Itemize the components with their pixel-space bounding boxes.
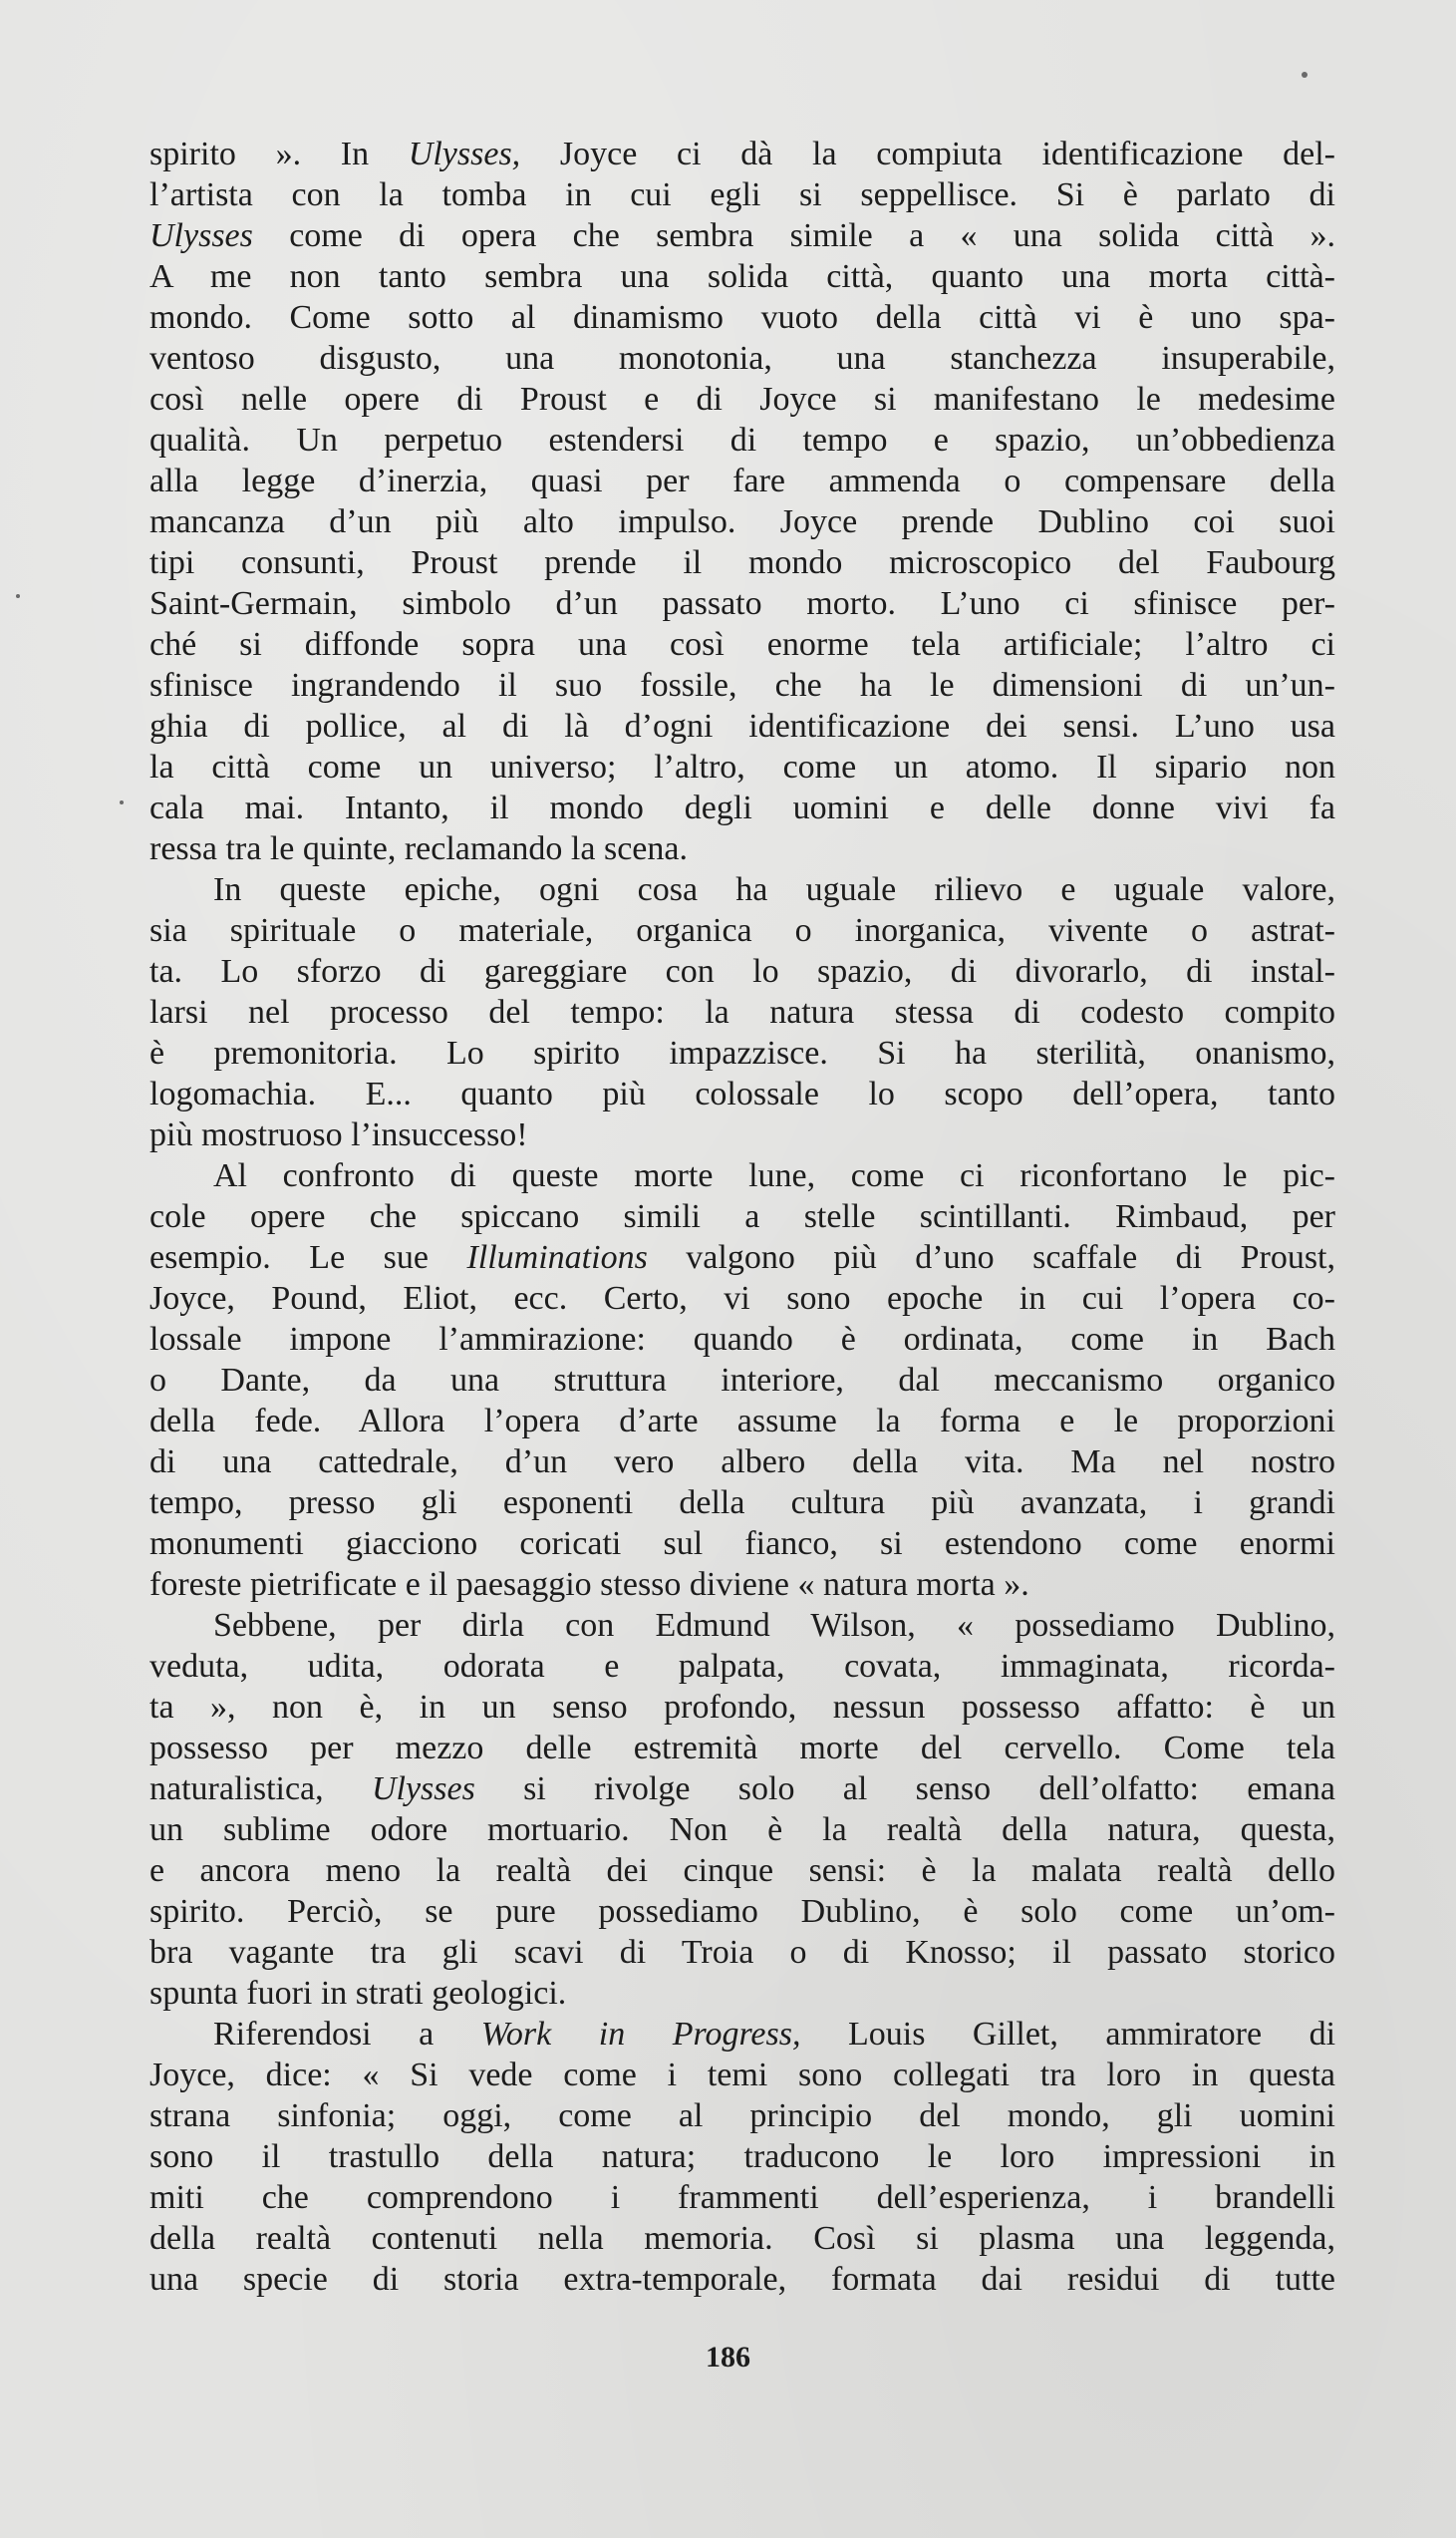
text-line xyxy=(149,706,1335,747)
text-run: cala mai. Intanto, il mondo degli uomini e delle donne vivi fa xyxy=(149,790,1335,826)
text-line xyxy=(149,2095,1335,2136)
text-line xyxy=(149,1687,1335,1728)
text-line xyxy=(149,134,1335,174)
text-run: tipi consunti, Proust prende il mondo microscopico del Faubourg xyxy=(149,544,1335,581)
text-run: si rivolge solo al senso dell’olfatto: emana xyxy=(474,1770,1335,1807)
text-run: spirito ». In xyxy=(149,136,409,172)
text-line xyxy=(149,624,1335,665)
text-run: tempo, presso gli esponenti della cultura più avanzata, i grandi xyxy=(149,1484,1335,1521)
text-line xyxy=(149,2136,1335,2177)
text-run: ressa tra le quinte, reclamando la scena. xyxy=(149,830,688,867)
text-run: Louis Gillet, ammiratore di xyxy=(800,2016,1336,2053)
text-line xyxy=(149,665,1335,706)
text-run: della realtà contenuti nella memoria. Così si plasma una leggenda, xyxy=(149,2220,1335,2257)
text-line xyxy=(149,1401,1335,1441)
text-run: logomachia. E... quanto più colossale lo scopo dell’opera, tanto xyxy=(149,1076,1335,1112)
ink-speck xyxy=(1302,72,1308,78)
text-line xyxy=(149,1360,1335,1401)
text-line xyxy=(149,2177,1335,2218)
text-run: la città come un universo; l’altro, come un atomo. Il sipario non xyxy=(149,749,1335,786)
text-line xyxy=(149,297,1335,338)
text-run: valgono più d’uno scaffale di Proust, xyxy=(647,1239,1335,1276)
text-line xyxy=(149,1768,1335,1809)
text-run: Saint-Germain, simbolo d’un passato morto. L’uno ci sfinisce per- xyxy=(149,585,1335,622)
text-run: In queste epiche, ogni cosa ha uguale rilievo e uguale valore, xyxy=(213,871,1335,908)
text-line xyxy=(149,1973,1335,2014)
text-run: esempio. Le sue xyxy=(149,1239,467,1276)
text-line xyxy=(149,992,1335,1033)
text-line xyxy=(149,1605,1335,1646)
text-run: spunta fuori in strati geologici. xyxy=(149,1975,567,2012)
text-line xyxy=(149,256,1335,297)
text-run: qualità. Un perpetuo estendersi di tempo e spazio, un’obbedienza xyxy=(149,422,1335,459)
text-line xyxy=(149,1482,1335,1523)
text-line xyxy=(149,1932,1335,1973)
text-run: lossale impone l’ammirazione: quando è ordinata, come in Bach xyxy=(149,1321,1335,1358)
text-run: ta », non è, in un senso profondo, nessun possesso affatto: è un xyxy=(149,1689,1335,1726)
text-line xyxy=(149,1441,1335,1482)
text-run: una specie di storia extra-temporale, formata dai residui di tutte xyxy=(149,2261,1335,2298)
italic-title: Work in Progress, xyxy=(480,2016,801,2053)
text-run: ventoso disgusto, una monotonia, una stanchezza insuperabile, xyxy=(149,340,1335,377)
text-run: sfinisce ingrandendo il suo fossile, che ha le dimensioni di un’un- xyxy=(149,667,1335,704)
text-line xyxy=(149,542,1335,583)
text-line xyxy=(149,1646,1335,1687)
text-run: alla legge d’inerzia, quasi per fare ammenda o compensare della xyxy=(149,463,1335,499)
ink-speck xyxy=(16,594,20,598)
text-line xyxy=(149,2259,1335,2300)
text-run: è premonitoria. Lo spirito impazzisce. Si ha sterilità, onanismo, xyxy=(149,1035,1335,1072)
text-line xyxy=(149,338,1335,379)
text-line xyxy=(149,1564,1335,1605)
text-line xyxy=(149,1196,1335,1237)
text-line xyxy=(149,1891,1335,1932)
text-run: e ancora meno la realtà dei cinque sensi: è la malata realtà dello xyxy=(149,1852,1335,1889)
text-line xyxy=(149,910,1335,951)
text-run: Joyce, dice: « Si vede come i temi sono collegati tra loro in questa xyxy=(149,2057,1335,2093)
text-line xyxy=(149,747,1335,788)
text-line xyxy=(149,1074,1335,1114)
text-run: foreste pietrificate e il paesaggio stesso diviene « natura morta ». xyxy=(149,1566,1029,1603)
text-run: Riferendosi a xyxy=(213,2016,481,2053)
text-line xyxy=(149,379,1335,420)
text-line xyxy=(149,1809,1335,1850)
italic-title: Illuminations xyxy=(466,1239,648,1276)
text-line xyxy=(149,828,1335,869)
text-line xyxy=(149,788,1335,828)
text-line xyxy=(149,869,1335,910)
page-number: 186 xyxy=(706,2341,750,2374)
text-run: Al confronto di queste morte lune, come ci riconfortano le pic- xyxy=(213,1157,1335,1194)
text-run: Joyce, Pound, Eliot, ecc. Certo, vi sono epoche in cui l’opera co- xyxy=(149,1280,1335,1317)
text-run: veduta, udita, odorata e palpata, covata, immaginata, ricorda- xyxy=(149,1648,1335,1685)
text-line xyxy=(149,2218,1335,2259)
text-run: ghia di pollice, al di là d’ogni identificazione dei sensi. L’uno usa xyxy=(149,708,1335,745)
text-run: cole opere che spiccano simili a stelle scintillanti. Rimbaud, per xyxy=(149,1198,1335,1235)
italic-title: Ulysses, xyxy=(408,136,521,172)
text-run: sono il trastullo della natura; traducono le loro impressioni in xyxy=(149,2138,1335,2175)
text-line xyxy=(149,1278,1335,1319)
text-line xyxy=(149,1850,1335,1891)
text-run: ché si diffonde sopra una così enorme tela artificiale; l’altro ci xyxy=(149,626,1335,663)
text-line xyxy=(149,501,1335,542)
text-line xyxy=(149,583,1335,624)
text-line xyxy=(149,1237,1335,1278)
ink-speck xyxy=(120,800,124,804)
text-run: A me non tanto sembra una solida città, quanto una morta città- xyxy=(149,258,1335,295)
text-run: Sebbene, per dirla con Edmund Wilson, « possediamo Dublino, xyxy=(213,1607,1335,1644)
text-run: un sublime odore mortuario. Non è la realtà della natura, questa, xyxy=(149,1811,1335,1848)
italic-title: Ulysses xyxy=(149,217,253,254)
text-line xyxy=(149,1033,1335,1074)
text-run: naturalistica, xyxy=(149,1770,372,1807)
text-run: Joyce ci dà la compiuta identificazione del- xyxy=(520,136,1335,172)
text-line xyxy=(149,420,1335,461)
text-run: ta. Lo sforzo di gareggiare con lo spazio, di divorarlo, di instal- xyxy=(149,953,1335,990)
body-text xyxy=(149,134,1335,2300)
italic-title: Ulysses xyxy=(371,1770,475,1807)
text-run: larsi nel processo del tempo: la natura stessa di codesto compito xyxy=(149,994,1335,1031)
text-run: sia spirituale o materiale, organica o inorganica, vivente o astrat- xyxy=(149,912,1335,949)
text-run: bra vagante tra gli scavi di Troia o di Knosso; il passato storico xyxy=(149,1934,1335,1971)
text-run: mondo. Come sotto al dinamismo vuoto della città vi è uno spa- xyxy=(149,299,1335,336)
text-line xyxy=(149,2055,1335,2095)
text-run: più mostruoso l’insuccesso! xyxy=(149,1116,528,1153)
text-line xyxy=(149,215,1335,256)
text-line xyxy=(149,1114,1335,1155)
text-line xyxy=(149,461,1335,501)
text-run: o Dante, da una struttura interiore, dal meccanismo organico xyxy=(149,1362,1335,1399)
text-run: della fede. Allora l’opera d’arte assume la forma e le proporzioni xyxy=(149,1403,1335,1439)
text-line xyxy=(149,1319,1335,1360)
text-run: l’artista con la tomba in cui egli si seppellisce. Si è parlato di xyxy=(149,176,1335,213)
text-run: come di opera che sembra simile a « una solida città ». xyxy=(252,217,1335,254)
text-run: di una cattedrale, d’un vero albero della vita. Ma nel nostro xyxy=(149,1443,1335,1480)
text-line xyxy=(149,1155,1335,1196)
text-run: spirito. Perciò, se pure possediamo Dublino, è solo come un’om- xyxy=(149,1893,1335,1930)
text-line xyxy=(149,951,1335,992)
text-line xyxy=(149,1728,1335,1768)
text-run: strana sinfonia; oggi, come al principio del mondo, gli uomini xyxy=(149,2097,1335,2134)
text-run: monumenti giacciono coricati sul fianco, si estendono come enormi xyxy=(149,1525,1335,1562)
text-run: miti che comprendono i frammenti dell’esperienza, i brandelli xyxy=(149,2179,1335,2216)
text-line xyxy=(149,1523,1335,1564)
text-run: mancanza d’un più alto impulso. Joyce prende Dublino coi suoi xyxy=(149,503,1335,540)
text-line xyxy=(149,2014,1335,2055)
text-line xyxy=(149,174,1335,215)
text-run: possesso per mezzo delle estremità morte del cervello. Come tela xyxy=(149,1730,1335,1766)
text-run: così nelle opere di Proust e di Joyce si manifestano le medesime xyxy=(149,381,1335,418)
